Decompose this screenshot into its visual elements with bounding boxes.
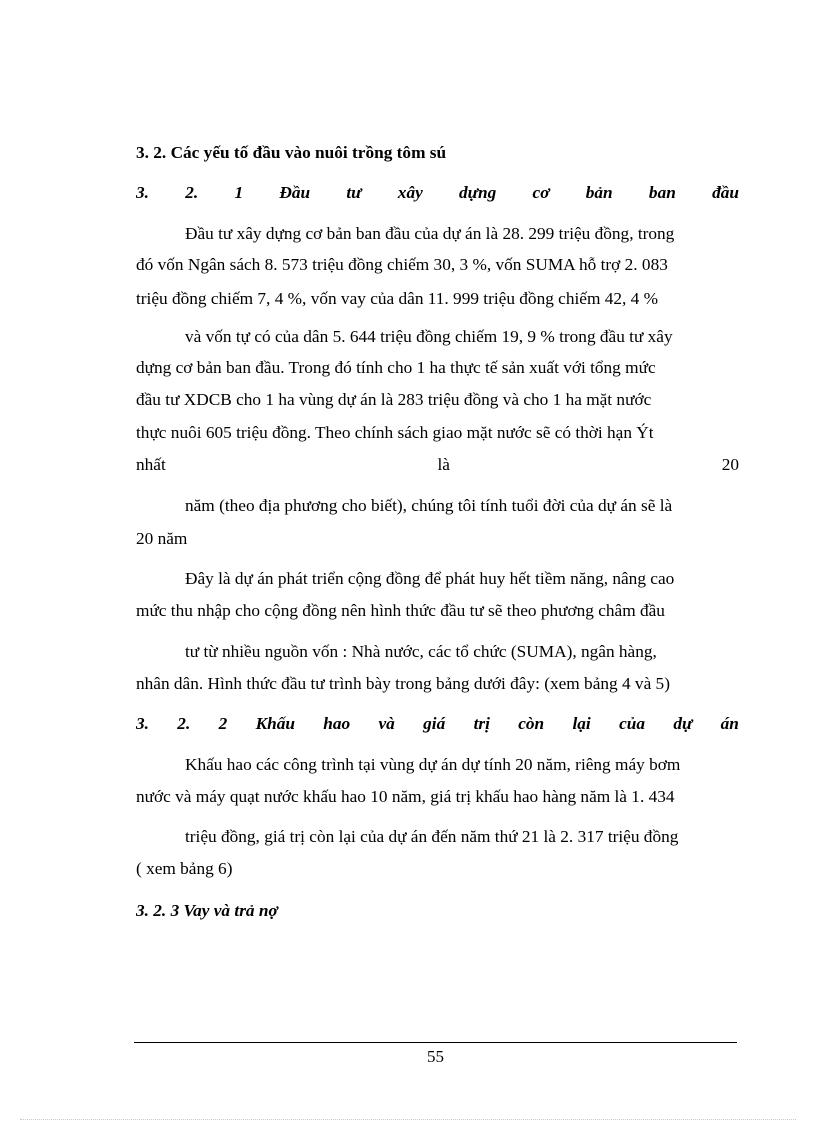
paragraph-line: Đây là dự án phát triển cộng đồng để phát huy hết tiềm năng, nâng cao: [185, 569, 675, 588]
paragraph-line: triệu đồng chiếm 7, 4 %, vốn vay của dân 11. 999 triệu đồng chiếm 42, 4 %: [136, 289, 658, 308]
paragraph-line: triệu đồng, giá trị còn lại của dự án đến năm thứ 21 là 2. 317 triệu đồng: [185, 827, 679, 846]
heading-word: án: [720, 714, 739, 733]
paragraph-line: Đầu tư xây dựng cơ bản ban đầu của dự án là 28. 299 triệu đồng, trong: [185, 224, 675, 243]
footer-rule: [134, 1042, 737, 1043]
subsection-heading-3-2-2: [136, 712, 739, 736]
paragraph-line: đó vốn Ngân sách 8. 573 triệu đồng chiếm 30, 3 %, vốn SUMA hỗ trợ 2. 083: [136, 255, 668, 274]
heading-word: Khấu: [255, 714, 295, 733]
heading-word: lại: [572, 714, 591, 733]
heading-word: và: [378, 714, 395, 733]
heading-word: giá: [423, 714, 446, 733]
paragraph-line: ( xem bảng 6): [136, 859, 233, 878]
paragraph-line: nước và máy quạt nước khấu hao 10 năm, giá trị khấu hao hàng năm là 1. 434: [136, 787, 675, 806]
paragraph-line: mức thu nhập cho cộng đồng nên hình thức đầu tư sẽ theo phương châm đầu: [136, 601, 665, 620]
heading-word: 2.: [185, 183, 199, 202]
heading-word: đầu: [712, 183, 739, 202]
paragraph-line: thực nuôi 605 triệu đồng. Theo chính sách giao mặt nước sẽ có thời hạn Ýt: [136, 423, 654, 442]
page-number: 55: [427, 1047, 444, 1066]
heading-word: hao: [323, 714, 351, 733]
subsection-heading-3-2-1: [136, 181, 739, 205]
line-word: nhất: [136, 455, 166, 474]
line-word: 20: [721, 455, 739, 474]
heading-word: tư: [346, 183, 362, 202]
heading-word: trị: [473, 714, 490, 733]
paragraph-line: đầu tư XDCB cho 1 ha vùng dự án là 283 triệu đồng và cho 1 ha mặt nước: [136, 390, 652, 409]
heading-word: 3.: [136, 714, 149, 733]
heading-word: 3.: [136, 183, 149, 202]
heading-word: cơ: [532, 183, 550, 202]
paragraph-line: tư từ nhiều nguồn vốn : Nhà nước, các tổ chức (SUMA), ngân hàng,: [185, 642, 657, 661]
heading-word: Đầu: [279, 183, 311, 202]
heading-word: dự: [673, 714, 693, 733]
line-word: là: [437, 455, 450, 474]
heading-word: xây: [397, 183, 423, 202]
heading-word: ban: [648, 183, 676, 202]
heading-word: của: [619, 714, 645, 733]
paragraph-line: và vốn tự có của dân 5. 644 triệu đồng chiếm 19, 9 % trong đầu tư xây: [185, 327, 673, 346]
heading-word: bản: [585, 183, 613, 202]
paragraph-line: dựng cơ bản ban đầu. Trong đó tính cho 1 ha thực tế sản xuất với tổng mức: [136, 358, 656, 377]
paragraph-line: năm (theo địa phương cho biết), chúng tôi tính tuổi đời của dự án sẽ là: [185, 496, 673, 515]
heading-word: dựng: [459, 183, 497, 202]
heading-word: 1: [234, 183, 244, 202]
section-heading: 3. 2. Các yếu tố đầu vào nuôi trồng tôm sú: [136, 143, 447, 162]
heading-word: còn: [518, 714, 545, 733]
subsection-heading-3-2-3: 3. 2. 3 Vay và trả nợ: [136, 901, 278, 920]
page-edge-divider: [20, 1119, 796, 1120]
paragraph-line: 20 năm: [136, 529, 188, 548]
heading-word: 2.: [177, 714, 191, 733]
paragraph-line: nhân dân. Hình thức đầu tư trình bày trong bảng dưới đây: (xem bảng 4 và 5): [136, 674, 670, 693]
heading-word: 2: [218, 714, 228, 733]
paragraph-line: Khấu hao các công trình tại vùng dự án dự tính 20 năm, riêng máy bơm: [185, 755, 681, 774]
paragraph-line-justified: [136, 453, 739, 477]
